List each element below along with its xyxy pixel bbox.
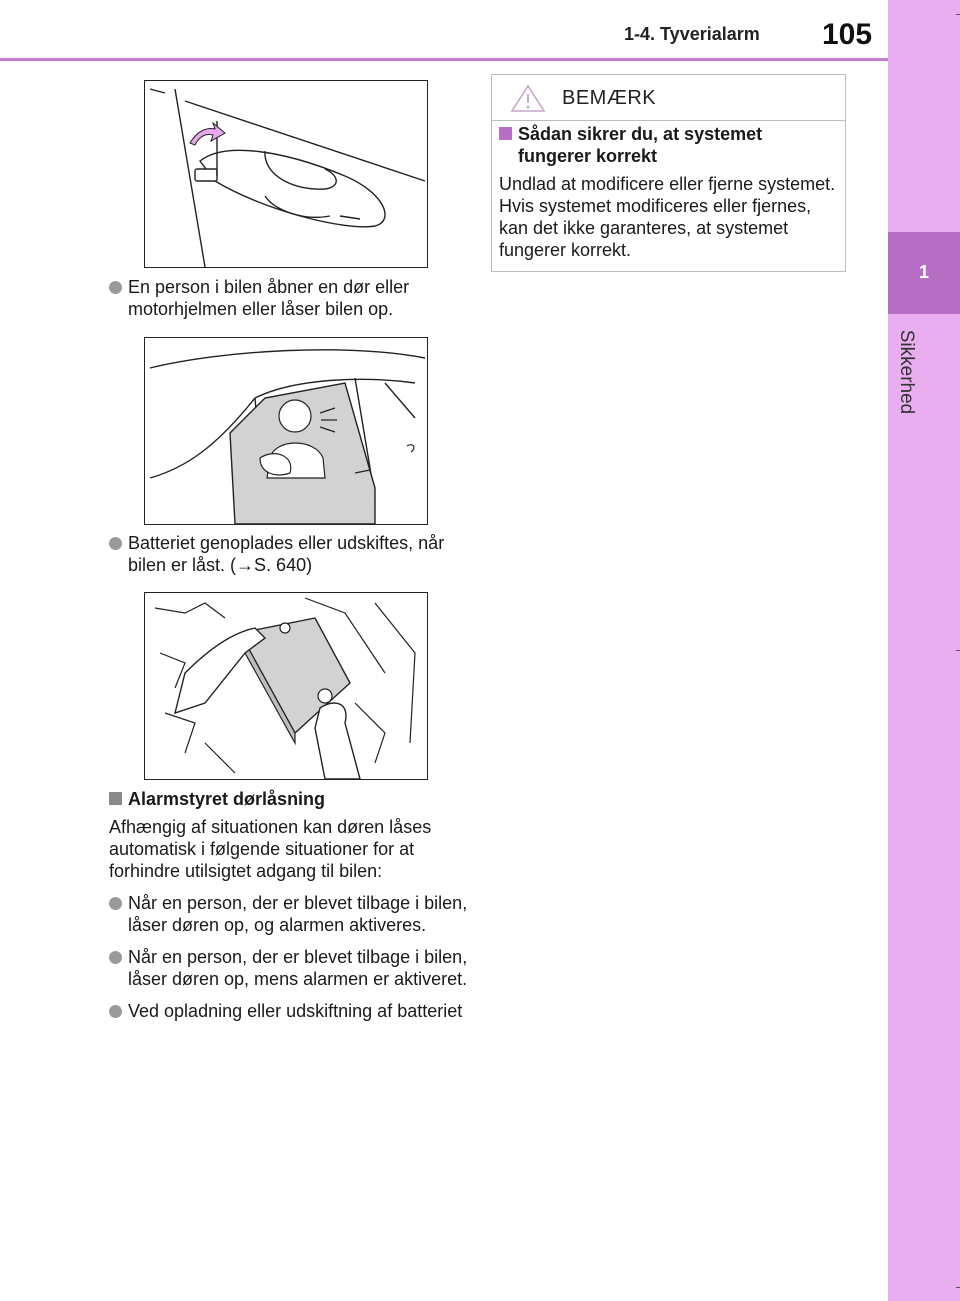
battery-hands-icon (145, 593, 427, 779)
crop-mark (956, 1287, 960, 1288)
chapter-sidebar (888, 0, 960, 1301)
main-text-block-1 (109, 276, 469, 330)
person-opening-door-illustration (144, 337, 428, 525)
bullet-text: Ved opladning eller udskiftning af batteriet (128, 1001, 463, 1021)
door-handle-unlock-icon (145, 81, 427, 267)
bullet-item (109, 946, 469, 990)
warning-triangle-icon (510, 84, 546, 112)
header-rule (0, 58, 888, 61)
notice-body (499, 123, 839, 271)
bullet-item (109, 1000, 469, 1022)
section-title: 1-4. Tyverialarm (624, 24, 760, 44)
bullet-item (109, 532, 469, 576)
chapter-name-label: Sikkerhed (896, 329, 917, 415)
crop-mark (956, 14, 960, 15)
battery-replacement-illustration (144, 592, 428, 780)
bullet-dot-icon (109, 281, 122, 294)
notice-subheading-text: Sådan sikrer du, at systemet fungerer korrekt (518, 124, 763, 166)
bullet-dot-icon (109, 951, 122, 964)
bullet-text: Batteriet genoplades eller udskiftes, når bilen er låst. (→S. 640) (128, 533, 445, 575)
paragraph: Afhængig af situationen kan døren låses automatisk i følgende situationer for at forhindre utilsigtet adgang til bilen: (109, 817, 432, 881)
notice-paragraph: Undlad at modificere eller fjerne systemet. Hvis systemet modificeres eller fjernes, kan det ikke garanteres, at systemet fungerer korrekt. (499, 174, 836, 260)
main-text-block-3 (109, 788, 469, 1032)
bullet-text: Når en person, der er blevet tilbage i bilen, låser døren op, mens alarmen er aktiveret. (128, 947, 468, 989)
chapter-number: 1 (918, 262, 929, 282)
bullet-text: Når en person, der er blevet tilbage i bilen, låser døren op, og alarmen aktiveres. (128, 893, 468, 935)
notice-box (491, 74, 846, 272)
bullet-item (109, 892, 469, 936)
subheading-text: Alarmstyret dørlåsning (128, 789, 326, 809)
subheading (109, 788, 469, 810)
notice-subheading (499, 123, 839, 167)
main-text-block-2 (109, 532, 469, 586)
bullet-dot-icon (109, 897, 122, 910)
page-number: 105 (822, 18, 873, 51)
person-in-car-icon (145, 338, 427, 524)
crop-mark (956, 650, 960, 651)
notice-title: BEMÆRK (562, 87, 657, 109)
bullet-item (109, 276, 469, 320)
square-bullet-icon (109, 792, 122, 805)
bullet-text: En person i bilen åbner en dør eller motorhjelmen eller låser bilen op. (128, 277, 410, 319)
notice-header (492, 75, 845, 121)
square-bullet-icon (499, 127, 512, 140)
bullet-dot-icon (109, 1005, 122, 1018)
chapter-name (893, 324, 919, 420)
door-handle-illustration (144, 80, 428, 268)
bullet-dot-icon (109, 537, 122, 550)
